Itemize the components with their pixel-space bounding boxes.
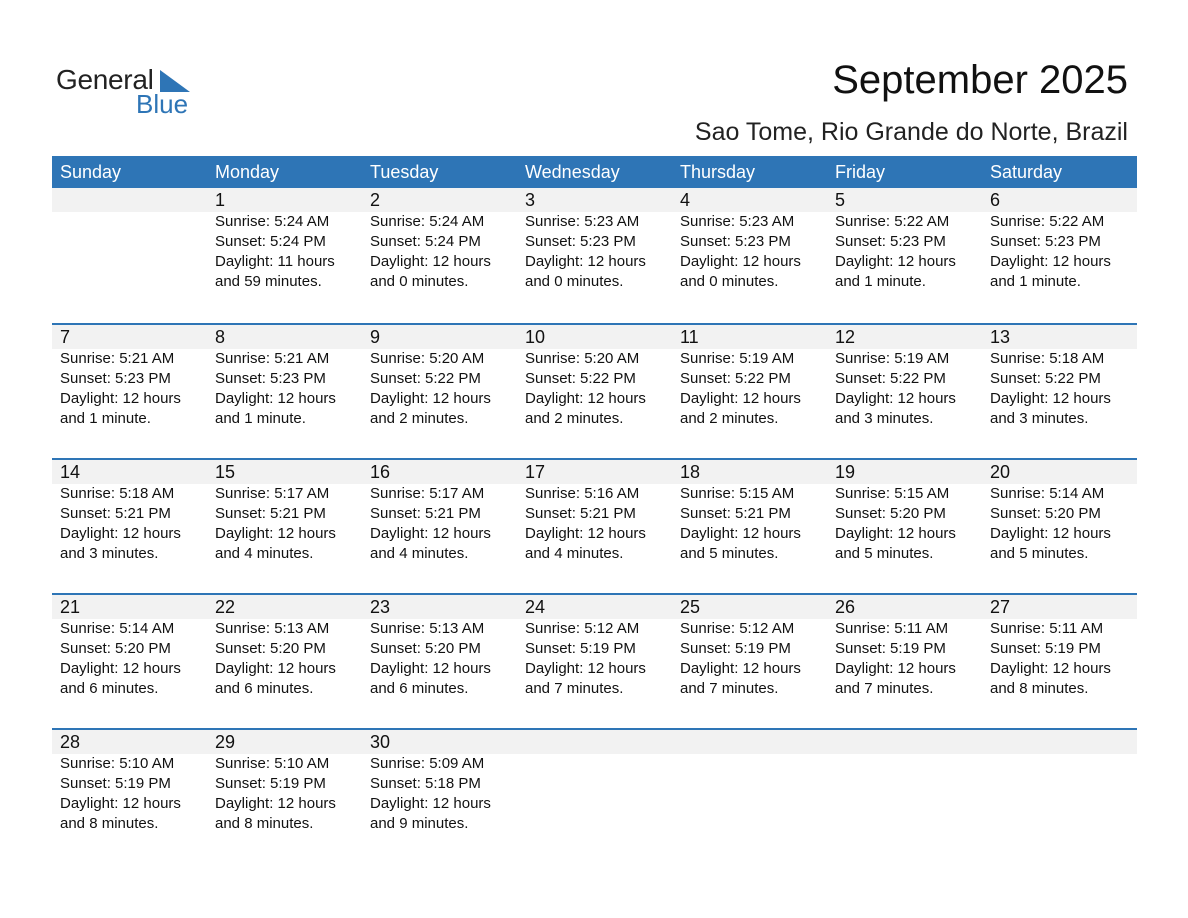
day-daylight2-text: and 1 minute. bbox=[60, 410, 151, 427]
day-number: 12 bbox=[835, 327, 856, 347]
day-daylight1-text: Daylight: 12 hours bbox=[370, 660, 491, 677]
day-number: 16 bbox=[370, 462, 391, 482]
day-sunrise-text: Sunrise: 5:20 AM bbox=[370, 350, 485, 367]
day-sunrise-text: Sunrise: 5:11 AM bbox=[990, 620, 1104, 637]
empty-day-cell bbox=[827, 730, 982, 834]
day-sunset-text: Sunset: 5:23 PM bbox=[60, 370, 171, 387]
day-sunrise-text: Sunrise: 5:12 AM bbox=[680, 620, 795, 637]
day-daylight2-text: and 6 minutes. bbox=[60, 680, 159, 697]
day-number: 23 bbox=[370, 597, 391, 617]
day-daylight2-text: and 1 minute. bbox=[835, 273, 926, 290]
day-number: 26 bbox=[835, 597, 856, 617]
day-daylight1-text: Daylight: 12 hours bbox=[370, 390, 491, 407]
day-cell bbox=[52, 595, 207, 699]
day-sunrise-text: Sunrise: 5:23 AM bbox=[680, 213, 795, 230]
day-sunset-text: Sunset: 5:20 PM bbox=[370, 640, 481, 657]
calendar-week-row bbox=[52, 593, 1137, 728]
day-number: 17 bbox=[525, 462, 546, 482]
day-daylight2-text: and 3 minutes. bbox=[60, 545, 159, 562]
day-number: 4 bbox=[680, 190, 691, 210]
weekday-sunday: Sunday bbox=[60, 162, 122, 182]
day-number: 22 bbox=[215, 597, 236, 617]
week-days bbox=[52, 325, 1137, 429]
weekday-header bbox=[52, 156, 1137, 188]
day-number: 25 bbox=[680, 597, 701, 617]
day-daylight1-text: Daylight: 12 hours bbox=[680, 390, 801, 407]
day-daylight1-text: Daylight: 12 hours bbox=[60, 525, 181, 542]
day-sunset-text: Sunset: 5:18 PM bbox=[370, 775, 481, 792]
day-number: 18 bbox=[680, 462, 701, 482]
day-cell bbox=[672, 188, 827, 292]
day-sunrise-text: Sunrise: 5:15 AM bbox=[835, 485, 950, 502]
day-cell bbox=[52, 325, 207, 429]
day-sunset-text: Sunset: 5:21 PM bbox=[680, 505, 791, 522]
day-daylight1-text: Daylight: 12 hours bbox=[60, 390, 181, 407]
weekday-wednesday: Wednesday bbox=[525, 162, 620, 182]
day-sunrise-text: Sunrise: 5:17 AM bbox=[370, 485, 485, 502]
day-daylight2-text: and 0 minutes. bbox=[680, 273, 779, 290]
day-sunset-text: Sunset: 5:23 PM bbox=[990, 233, 1101, 250]
week-days bbox=[52, 460, 1137, 564]
day-sunset-text: Sunset: 5:19 PM bbox=[680, 640, 791, 657]
day-sunrise-text: Sunrise: 5:21 AM bbox=[60, 350, 175, 367]
day-daylight2-text: and 6 minutes. bbox=[370, 680, 469, 697]
day-number: 28 bbox=[60, 732, 81, 752]
day-cell bbox=[982, 595, 1137, 699]
day-cell bbox=[672, 595, 827, 699]
day-daylight1-text: Daylight: 12 hours bbox=[680, 253, 801, 270]
calendar-week-row bbox=[52, 458, 1137, 593]
day-sunrise-text: Sunrise: 5:17 AM bbox=[215, 485, 330, 502]
day-cell bbox=[982, 325, 1137, 429]
day-daylight2-text: and 0 minutes. bbox=[525, 273, 624, 290]
day-daylight2-text: and 1 minute. bbox=[215, 410, 306, 427]
day-cell bbox=[517, 325, 672, 429]
day-sunset-text: Sunset: 5:22 PM bbox=[525, 370, 636, 387]
day-daylight1-text: Daylight: 12 hours bbox=[215, 660, 336, 677]
day-daylight2-text: and 8 minutes. bbox=[990, 680, 1089, 697]
day-daylight2-text: and 7 minutes. bbox=[835, 680, 934, 697]
location-subtitle: Sao Tome, Rio Grande do Norte, Brazil bbox=[694, 118, 1128, 146]
weekday-tuesday: Tuesday bbox=[370, 162, 439, 182]
day-number: 13 bbox=[990, 327, 1011, 347]
day-daylight2-text: and 5 minutes. bbox=[990, 545, 1089, 562]
day-daylight1-text: Daylight: 12 hours bbox=[370, 525, 491, 542]
day-cell bbox=[517, 595, 672, 699]
day-daylight1-text: Daylight: 12 hours bbox=[990, 253, 1111, 270]
day-sunrise-text: Sunrise: 5:20 AM bbox=[525, 350, 640, 367]
day-daylight1-text: Daylight: 12 hours bbox=[215, 525, 336, 542]
day-daylight1-text: Daylight: 12 hours bbox=[370, 253, 491, 270]
day-sunrise-text: Sunrise: 5:24 AM bbox=[215, 213, 330, 230]
day-number: 5 bbox=[835, 190, 846, 210]
day-cell bbox=[52, 460, 207, 564]
day-sunrise-text: Sunrise: 5:15 AM bbox=[680, 485, 795, 502]
day-sunrise-text: Sunrise: 5:12 AM bbox=[525, 620, 640, 637]
day-sunrise-text: Sunrise: 5:11 AM bbox=[835, 620, 949, 637]
day-daylight2-text: and 6 minutes. bbox=[215, 680, 314, 697]
day-cell bbox=[827, 595, 982, 699]
day-cell bbox=[827, 188, 982, 292]
day-daylight1-text: Daylight: 12 hours bbox=[835, 390, 956, 407]
day-daylight1-text: Daylight: 12 hours bbox=[525, 525, 646, 542]
day-daylight2-text: and 2 minutes. bbox=[525, 410, 624, 427]
weekday-thursday: Thursday bbox=[680, 162, 756, 182]
day-number: 6 bbox=[990, 190, 1001, 210]
day-daylight2-text: and 4 minutes. bbox=[370, 545, 469, 562]
day-cell bbox=[827, 325, 982, 429]
day-number: 30 bbox=[370, 732, 391, 752]
day-cell bbox=[207, 460, 362, 564]
day-sunrise-text: Sunrise: 5:13 AM bbox=[215, 620, 330, 637]
page-title: September 2025 bbox=[832, 58, 1128, 102]
day-daylight2-text: and 5 minutes. bbox=[835, 545, 934, 562]
week-days bbox=[52, 595, 1137, 699]
day-daylight1-text: Daylight: 12 hours bbox=[60, 795, 181, 812]
day-sunset-text: Sunset: 5:23 PM bbox=[835, 233, 946, 250]
day-sunset-text: Sunset: 5:20 PM bbox=[990, 505, 1101, 522]
day-sunset-text: Sunset: 5:22 PM bbox=[680, 370, 791, 387]
day-sunrise-text: Sunrise: 5:19 AM bbox=[835, 350, 950, 367]
day-sunrise-text: Sunrise: 5:22 AM bbox=[990, 213, 1105, 230]
weekday-monday: Monday bbox=[215, 162, 280, 182]
day-daylight1-text: Daylight: 12 hours bbox=[60, 660, 181, 677]
day-sunrise-text: Sunrise: 5:23 AM bbox=[525, 213, 640, 230]
calendar-grid bbox=[52, 156, 1137, 863]
day-daylight1-text: Daylight: 12 hours bbox=[990, 660, 1111, 677]
day-number: 19 bbox=[835, 462, 856, 482]
day-cell bbox=[517, 460, 672, 564]
day-daylight2-text: and 7 minutes. bbox=[680, 680, 779, 697]
day-sunrise-text: Sunrise: 5:09 AM bbox=[370, 755, 485, 772]
day-daylight1-text: Daylight: 12 hours bbox=[835, 660, 956, 677]
empty-day-cell bbox=[672, 730, 827, 834]
day-sunrise-text: Sunrise: 5:18 AM bbox=[60, 485, 175, 502]
day-daylight2-text: and 7 minutes. bbox=[525, 680, 624, 697]
weekday-friday: Friday bbox=[835, 162, 886, 182]
day-daylight1-text: Daylight: 12 hours bbox=[370, 795, 491, 812]
day-number: 9 bbox=[370, 327, 381, 347]
weekday-saturday: Saturday bbox=[990, 162, 1063, 182]
general-blue-logo bbox=[56, 64, 206, 120]
day-daylight2-text: and 4 minutes. bbox=[525, 545, 624, 562]
day-sunrise-text: Sunrise: 5:18 AM bbox=[990, 350, 1105, 367]
day-cell bbox=[827, 460, 982, 564]
day-cell bbox=[517, 188, 672, 292]
day-number: 15 bbox=[215, 462, 236, 482]
day-sunset-text: Sunset: 5:22 PM bbox=[370, 370, 481, 387]
day-number: 24 bbox=[525, 597, 546, 617]
day-number: 7 bbox=[60, 327, 71, 347]
day-sunrise-text: Sunrise: 5:10 AM bbox=[215, 755, 330, 772]
day-number: 10 bbox=[525, 327, 546, 347]
day-sunset-text: Sunset: 5:24 PM bbox=[215, 233, 326, 250]
day-sunrise-text: Sunrise: 5:24 AM bbox=[370, 213, 485, 230]
day-sunrise-text: Sunrise: 5:13 AM bbox=[370, 620, 485, 637]
day-sunrise-text: Sunrise: 5:19 AM bbox=[680, 350, 795, 367]
day-daylight2-text: and 2 minutes. bbox=[680, 410, 779, 427]
day-daylight2-text: and 4 minutes. bbox=[215, 545, 314, 562]
day-sunset-text: Sunset: 5:19 PM bbox=[215, 775, 326, 792]
day-daylight1-text: Daylight: 12 hours bbox=[990, 390, 1111, 407]
day-sunset-text: Sunset: 5:21 PM bbox=[215, 505, 326, 522]
day-daylight1-text: Daylight: 12 hours bbox=[680, 525, 801, 542]
day-number: 20 bbox=[990, 462, 1011, 482]
day-sunset-text: Sunset: 5:24 PM bbox=[370, 233, 481, 250]
day-sunset-text: Sunset: 5:21 PM bbox=[525, 505, 636, 522]
empty-day-cell bbox=[517, 730, 672, 834]
day-sunset-text: Sunset: 5:19 PM bbox=[990, 640, 1101, 657]
day-sunset-text: Sunset: 5:23 PM bbox=[525, 233, 636, 250]
day-sunset-text: Sunset: 5:19 PM bbox=[835, 640, 946, 657]
day-sunset-text: Sunset: 5:21 PM bbox=[60, 505, 171, 522]
day-sunset-text: Sunset: 5:23 PM bbox=[215, 370, 326, 387]
day-cell bbox=[672, 460, 827, 564]
day-daylight2-text: and 0 minutes. bbox=[370, 273, 469, 290]
day-number: 1 bbox=[215, 190, 226, 210]
day-number: 11 bbox=[680, 327, 699, 347]
day-number: 14 bbox=[60, 462, 81, 482]
day-number: 27 bbox=[990, 597, 1011, 617]
day-sunset-text: Sunset: 5:20 PM bbox=[835, 505, 946, 522]
day-sunset-text: Sunset: 5:19 PM bbox=[60, 775, 171, 792]
day-cell bbox=[982, 188, 1137, 292]
day-cell bbox=[207, 730, 362, 834]
day-number: 2 bbox=[370, 190, 381, 210]
day-cell bbox=[207, 325, 362, 429]
day-daylight2-text: and 5 minutes. bbox=[680, 545, 779, 562]
day-cell bbox=[52, 730, 207, 834]
day-cell bbox=[362, 325, 517, 429]
day-daylight1-text: Daylight: 12 hours bbox=[525, 253, 646, 270]
day-daylight1-text: Daylight: 12 hours bbox=[990, 525, 1111, 542]
day-daylight1-text: Daylight: 12 hours bbox=[215, 795, 336, 812]
day-number: 21 bbox=[60, 597, 81, 617]
day-sunrise-text: Sunrise: 5:21 AM bbox=[215, 350, 330, 367]
day-daylight2-text: and 8 minutes. bbox=[60, 815, 159, 832]
day-cell bbox=[362, 595, 517, 699]
day-daylight2-text: and 59 minutes. bbox=[215, 273, 322, 290]
day-cell bbox=[672, 325, 827, 429]
calendar-week-row bbox=[52, 323, 1137, 458]
empty-day-cell bbox=[52, 188, 207, 292]
logo-general-text: General bbox=[56, 64, 154, 95]
day-sunrise-text: Sunrise: 5:10 AM bbox=[60, 755, 175, 772]
day-sunrise-text: Sunrise: 5:14 AM bbox=[990, 485, 1105, 502]
day-sunrise-text: Sunrise: 5:22 AM bbox=[835, 213, 950, 230]
day-number: 29 bbox=[215, 732, 236, 752]
day-sunset-text: Sunset: 5:20 PM bbox=[215, 640, 326, 657]
day-number: 3 bbox=[525, 190, 536, 210]
day-sunset-text: Sunset: 5:19 PM bbox=[525, 640, 636, 657]
day-daylight1-text: Daylight: 12 hours bbox=[835, 253, 956, 270]
day-daylight2-text: and 9 minutes. bbox=[370, 815, 469, 832]
calendar-weeks bbox=[52, 188, 1137, 863]
week-days bbox=[52, 188, 1137, 292]
day-cell bbox=[207, 595, 362, 699]
day-daylight2-text: and 1 minute. bbox=[990, 273, 1081, 290]
day-daylight1-text: Daylight: 12 hours bbox=[680, 660, 801, 677]
day-cell bbox=[362, 188, 517, 292]
day-cell bbox=[362, 730, 517, 834]
day-daylight1-text: Daylight: 12 hours bbox=[525, 390, 646, 407]
day-sunset-text: Sunset: 5:23 PM bbox=[680, 233, 791, 250]
day-cell bbox=[207, 188, 362, 292]
day-daylight2-text: and 3 minutes. bbox=[835, 410, 934, 427]
day-cell bbox=[982, 460, 1137, 564]
calendar-week-row bbox=[52, 188, 1137, 323]
empty-day-cell bbox=[982, 730, 1137, 834]
day-daylight1-text: Daylight: 12 hours bbox=[835, 525, 956, 542]
day-sunrise-text: Sunrise: 5:16 AM bbox=[525, 485, 640, 502]
day-daylight1-text: Daylight: 12 hours bbox=[525, 660, 646, 677]
day-daylight1-text: Daylight: 11 hours bbox=[215, 253, 335, 270]
day-daylight2-text: and 3 minutes. bbox=[990, 410, 1089, 427]
day-sunset-text: Sunset: 5:22 PM bbox=[990, 370, 1101, 387]
day-sunset-text: Sunset: 5:21 PM bbox=[370, 505, 481, 522]
day-sunset-text: Sunset: 5:20 PM bbox=[60, 640, 171, 657]
day-number: 8 bbox=[215, 327, 226, 347]
day-sunrise-text: Sunrise: 5:14 AM bbox=[60, 620, 175, 637]
day-sunset-text: Sunset: 5:22 PM bbox=[835, 370, 946, 387]
day-daylight1-text: Daylight: 12 hours bbox=[215, 390, 336, 407]
day-cell bbox=[362, 460, 517, 564]
day-daylight2-text: and 8 minutes. bbox=[215, 815, 314, 832]
calendar-week-row bbox=[52, 728, 1137, 863]
logo-blue-text: Blue bbox=[136, 89, 189, 119]
day-daylight2-text: and 2 minutes. bbox=[370, 410, 469, 427]
week-days bbox=[52, 730, 1137, 834]
